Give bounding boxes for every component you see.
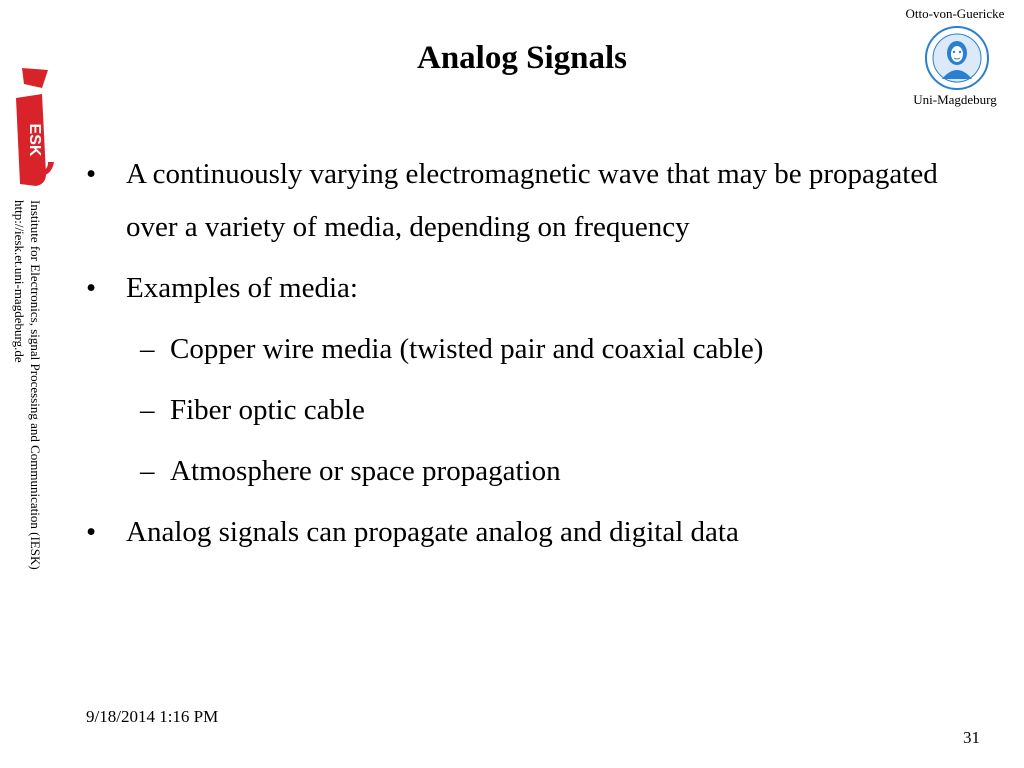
sub-bullet-text: Copper wire media (twisted pair and coaxial cable) bbox=[170, 333, 764, 365]
sub-bullet-text: Fiber optic cable bbox=[170, 394, 365, 426]
sub-bullet-item bbox=[84, 384, 944, 437]
iesk-logo bbox=[8, 66, 56, 190]
university-name-bottom: Uni-Magdeburg bbox=[913, 92, 997, 107]
page-number: 31 bbox=[963, 728, 980, 747]
university-name-top: Otto-von-Guericke bbox=[905, 6, 1005, 21]
sub-bullet-marker: – bbox=[140, 455, 155, 487]
institute-name: Institute for Electronics, signal Processing and Communication (IESK) bbox=[28, 200, 43, 570]
bullet-marker: • bbox=[86, 516, 97, 548]
footer-date: 9/18/2014 1:16 PM bbox=[86, 707, 219, 726]
sub-bullet-text: Atmosphere or space propagation bbox=[170, 455, 561, 487]
logo-lettering: ESK bbox=[26, 123, 43, 157]
bullet-item bbox=[84, 148, 944, 254]
bullet-text: Examples of media: bbox=[126, 272, 358, 304]
sub-bullet-marker: – bbox=[140, 394, 155, 426]
sidebar-institute-text bbox=[11, 200, 51, 610]
slide-title: Analog Signals bbox=[417, 40, 627, 76]
bullet-text: Analog signals can propagate analog and digital data bbox=[126, 516, 739, 548]
university-seal-logo bbox=[924, 25, 990, 91]
bullet-marker: • bbox=[86, 158, 97, 190]
bullet-marker: • bbox=[86, 272, 97, 304]
bullet-item bbox=[84, 262, 944, 315]
sub-bullet-marker: – bbox=[140, 333, 155, 365]
bullet-item bbox=[84, 506, 944, 559]
bullet-text: A continuously varying electromagnetic wave that may be propagated over a variety of media, depending on frequency bbox=[126, 158, 938, 243]
bullet-list bbox=[84, 148, 944, 567]
institute-url: http://iesk.et.uni-magdeburg.de bbox=[12, 200, 27, 363]
sub-bullet-item bbox=[84, 323, 944, 376]
sub-bullet-item bbox=[84, 445, 944, 498]
